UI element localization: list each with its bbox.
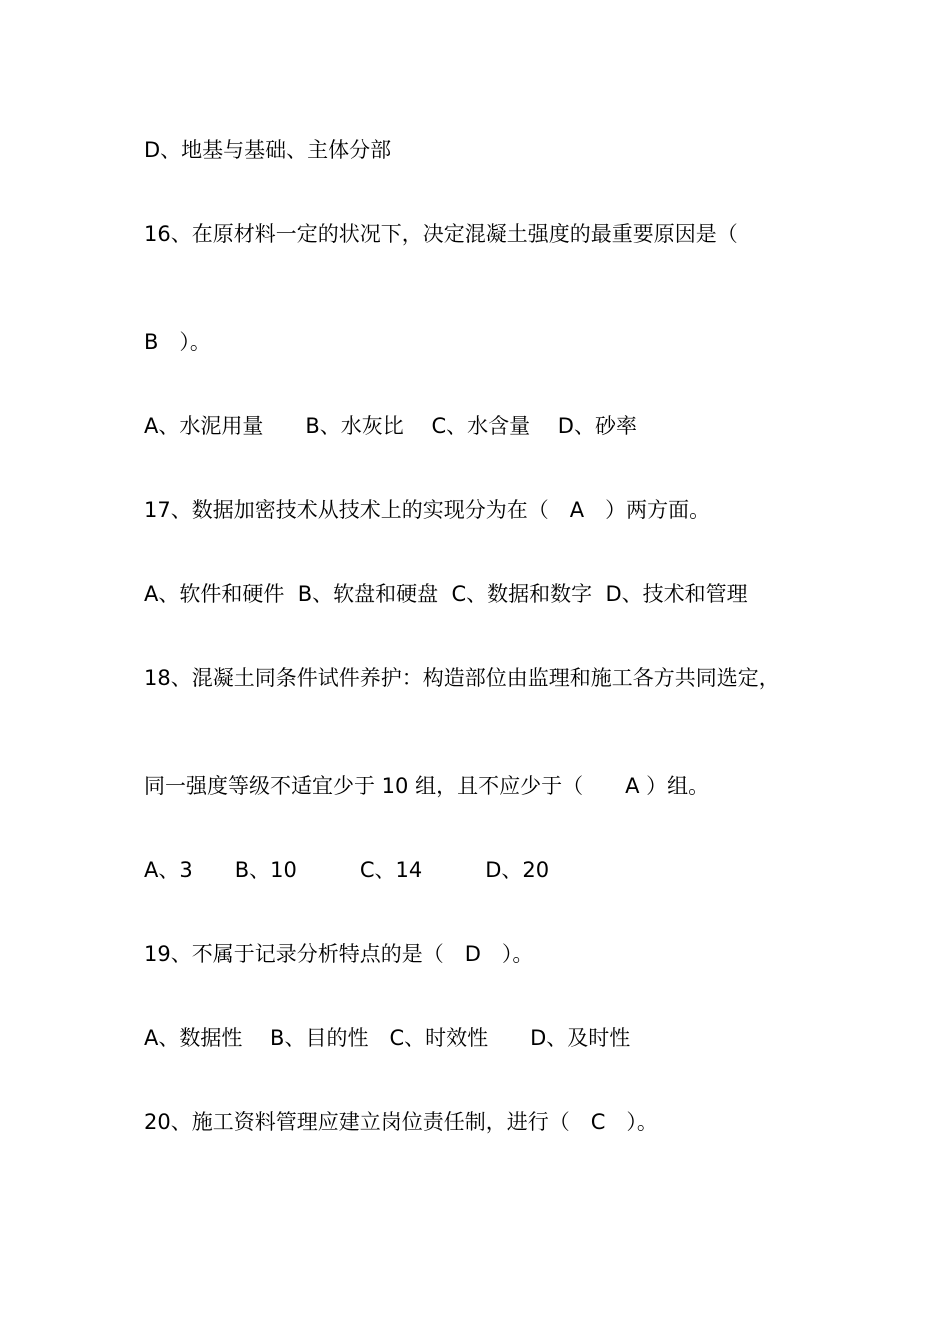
question-17: 17、数据加密技术从技术上的实现分为在（ A ）两方面。 [144, 498, 711, 522]
question-18: 18、混凝土同条件试件养护：构造部位由监理和施工各方共同选定， [144, 666, 780, 690]
options-19: A、数据性 B、目的性 C、时效性 D、及时性 [144, 1026, 631, 1050]
question-19: 19、不属于记录分析特点的是（ D ）。 [144, 942, 534, 966]
options-18: A、3 B、10 C、14 D、20 [144, 858, 550, 882]
question-18-continued: 同一强度等级不适宜少于 10 组，且不应少于（ A ）组。 [144, 774, 710, 798]
question-16: 16、在原材料一定的状况下，决定混凝土强度的最重要原因是（ [144, 222, 738, 246]
options-16: A、水泥用量 B、水灰比 C、水含量 D、砂率 [144, 414, 637, 438]
options-17: A、软件和硬件 B、软盘和硬盘 C、数据和数字 D、技术和管理 [144, 582, 748, 606]
option-line-15: D、地基与基础、主体分部 [144, 138, 392, 162]
question-20: 20、施工资料管理应建立岗位责任制，进行（ C ）。 [144, 1110, 658, 1134]
question-16-answer: B ）。 [144, 330, 211, 354]
